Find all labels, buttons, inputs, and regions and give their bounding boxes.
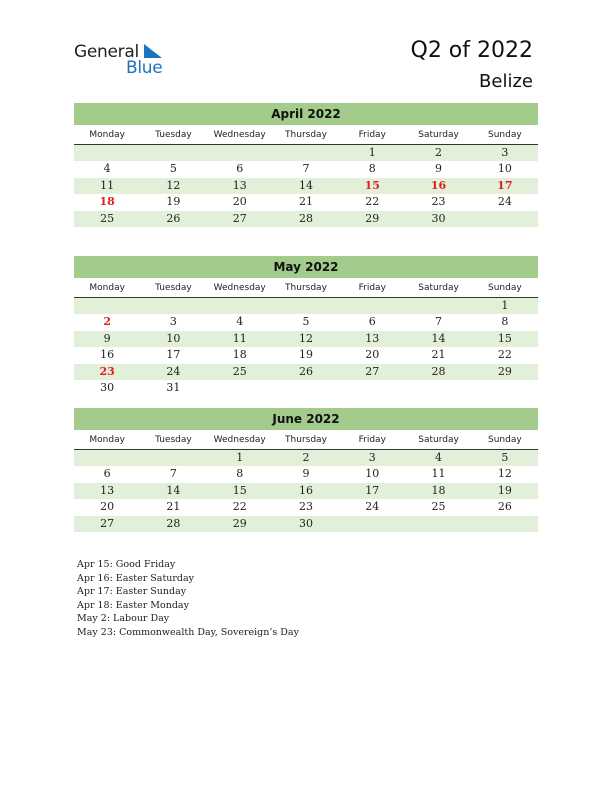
week-row — [74, 499, 538, 515]
week-row — [74, 466, 538, 482]
date-cell: 29 — [232, 516, 247, 530]
weekday-label: Tuesday — [155, 435, 192, 445]
date-cell: 26 — [497, 500, 512, 514]
date-cell: 18 — [232, 348, 247, 362]
date-cell: 12 — [166, 178, 181, 192]
date-cell: 16 — [100, 348, 115, 362]
date-cell: 5 — [501, 451, 509, 464]
date-cell: 27 — [232, 211, 247, 225]
week-row — [74, 364, 538, 380]
date-cell: 6 — [103, 467, 111, 481]
date-cell: 25 — [232, 364, 247, 378]
holiday-date-cell: 16 — [430, 178, 447, 192]
holiday-list-item: Apr 18: Easter Monday — [77, 599, 189, 611]
date-cell: 3 — [368, 451, 376, 464]
weekday-label: Friday — [358, 130, 386, 140]
date-cell: 21 — [166, 500, 181, 514]
date-cell — [472, 211, 538, 227]
date-cell — [472, 380, 538, 396]
date-cell: 23 — [431, 195, 446, 209]
weekday-label: Monday — [89, 283, 125, 293]
date-cell: 23 — [298, 500, 313, 514]
date-cell: 19 — [298, 348, 313, 362]
month-calendar-april — [74, 103, 538, 227]
holiday-date-cell: 2 — [103, 315, 111, 329]
weekday-label: Friday — [358, 283, 386, 293]
holiday-date-cell: 17 — [497, 178, 513, 192]
week-row — [74, 347, 538, 363]
date-cell — [339, 380, 405, 396]
date-cell: 22 — [497, 348, 512, 362]
date-cell — [74, 145, 140, 161]
date-cell: 8 — [236, 467, 244, 481]
date-cell: 20 — [232, 195, 247, 209]
date-cell: 20 — [365, 348, 380, 362]
month-title: April 2022 — [74, 103, 538, 125]
date-cell — [405, 298, 471, 314]
date-cell: 4 — [435, 451, 443, 464]
date-cell — [273, 145, 339, 161]
month-title: June 2022 — [74, 408, 538, 430]
country-name: Belize — [479, 71, 533, 92]
date-cell: 30 — [431, 211, 446, 225]
weekday-label: Sunday — [487, 130, 522, 140]
week-row — [74, 211, 538, 227]
date-cell: 13 — [232, 178, 247, 192]
week-row — [74, 178, 538, 194]
weekday-label: Wednesday — [213, 435, 266, 445]
date-cell: 3 — [169, 315, 177, 329]
date-cell: 25 — [100, 211, 115, 225]
date-cell: 9 — [435, 162, 443, 176]
generalblue-logo — [74, 42, 174, 78]
date-cell: 6 — [368, 315, 376, 329]
weekday-label: Monday — [89, 130, 125, 140]
page-title: Q2 of 2022 — [410, 38, 533, 63]
weekday-label: Tuesday — [155, 130, 192, 140]
date-cell: 9 — [302, 467, 310, 481]
date-cell: 14 — [431, 331, 446, 345]
date-cell: 11 — [232, 331, 247, 345]
date-cell: 15 — [497, 331, 512, 345]
date-cell — [273, 298, 339, 314]
holiday-list-item: Apr 15: Good Friday — [77, 559, 176, 570]
date-cell: 10 — [497, 162, 512, 176]
date-cell: 1 — [236, 451, 244, 464]
week-row — [74, 450, 538, 466]
date-cell: 7 — [169, 467, 177, 481]
date-cell: 7 — [302, 162, 310, 176]
date-cell — [273, 380, 339, 396]
logo-general-text: General — [74, 42, 139, 62]
week-row — [74, 331, 538, 347]
month-calendar-may — [74, 256, 538, 396]
date-cell: 27 — [365, 364, 380, 378]
date-cell: 11 — [431, 467, 446, 481]
date-cell: 8 — [368, 162, 376, 176]
date-cell — [405, 516, 471, 532]
date-cell — [405, 380, 471, 396]
date-cell: 28 — [166, 516, 181, 530]
holiday-list-item: Apr 16: Easter Saturday — [77, 572, 195, 584]
week-row — [74, 516, 538, 532]
weekday-label: Sunday — [487, 283, 522, 293]
weekday-label: Saturday — [418, 435, 459, 445]
weekday-label: Sunday — [487, 435, 522, 445]
date-cell: 14 — [298, 178, 313, 192]
holiday-list-item: May 2: Labour Day — [77, 613, 170, 624]
date-cell: 30 — [100, 380, 115, 394]
week-row — [74, 314, 538, 330]
date-cell — [140, 298, 206, 314]
date-cell: 30 — [298, 516, 313, 530]
date-cell: 12 — [497, 467, 512, 481]
weekday-label: Saturday — [418, 130, 459, 140]
date-cell: 25 — [431, 500, 446, 514]
week-row — [74, 483, 538, 499]
date-cell: 17 — [166, 348, 181, 362]
weekday-label: Wednesday — [213, 130, 266, 140]
weekday-label: Friday — [358, 435, 386, 445]
date-cell: 18 — [431, 483, 446, 497]
date-cell: 15 — [232, 483, 247, 497]
date-cell: 29 — [497, 364, 512, 378]
date-cell — [472, 516, 538, 532]
weekday-label: Monday — [89, 435, 125, 445]
date-cell: 16 — [298, 483, 313, 497]
date-cell — [339, 516, 405, 532]
date-cell — [207, 380, 273, 396]
date-cell — [74, 450, 140, 466]
date-cell: 1 — [368, 146, 376, 159]
date-cell: 21 — [431, 348, 446, 362]
week-row — [74, 380, 538, 396]
date-cell: 27 — [100, 516, 115, 530]
week-row — [74, 161, 538, 177]
date-cell: 8 — [501, 315, 509, 329]
date-cell — [140, 145, 206, 161]
date-cell: 13 — [365, 331, 380, 345]
date-cell: 14 — [166, 483, 181, 497]
date-cell: 28 — [431, 364, 446, 378]
weekday-label: Wednesday — [213, 283, 266, 293]
date-cell: 4 — [103, 162, 111, 176]
date-cell: 5 — [169, 162, 177, 176]
month-title: May 2022 — [74, 256, 538, 278]
date-cell: 29 — [365, 211, 380, 225]
date-cell: 24 — [166, 364, 181, 378]
date-cell: 26 — [166, 211, 181, 225]
holiday-date-cell: 18 — [99, 195, 115, 209]
date-cell — [140, 450, 206, 466]
date-cell — [74, 298, 140, 314]
holiday-list — [77, 558, 299, 639]
holiday-date-cell: 23 — [99, 364, 115, 378]
date-cell: 11 — [100, 178, 115, 192]
weekday-label: Thursday — [285, 435, 327, 445]
date-cell: 19 — [497, 483, 512, 497]
weekday-header-row — [74, 280, 538, 298]
date-cell: 28 — [298, 211, 313, 225]
date-cell: 31 — [166, 380, 181, 394]
date-cell: 10 — [365, 467, 380, 481]
date-cell: 19 — [166, 195, 181, 209]
date-cell: 12 — [298, 331, 313, 345]
date-cell: 2 — [302, 451, 310, 464]
date-cell: 17 — [365, 483, 380, 497]
date-cell: 1 — [501, 299, 509, 312]
holiday-list-item: May 23: Commonwealth Day, Sovereign’s Day — [77, 626, 299, 638]
date-cell: 20 — [100, 500, 115, 514]
date-cell: 3 — [501, 146, 509, 159]
weekday-header-row — [74, 432, 538, 450]
date-cell: 9 — [103, 331, 111, 345]
date-cell: 10 — [166, 331, 181, 345]
date-cell: 5 — [302, 315, 310, 329]
date-cell: 24 — [365, 500, 380, 514]
week-row — [74, 145, 538, 161]
date-cell — [339, 298, 405, 314]
date-cell: 22 — [232, 500, 247, 514]
holiday-date-cell: 15 — [364, 178, 380, 192]
week-row — [74, 194, 538, 210]
logo-blue-text: Blue — [126, 58, 163, 78]
week-row — [74, 298, 538, 314]
weekday-label: Thursday — [285, 130, 327, 140]
date-cell — [207, 298, 273, 314]
weekday-label: Thursday — [285, 283, 327, 293]
date-cell: 2 — [435, 146, 443, 159]
holiday-list-item: Apr 17: Easter Sunday — [77, 586, 187, 597]
month-calendar-june — [74, 408, 538, 532]
date-cell: 21 — [298, 195, 313, 209]
date-cell — [207, 145, 273, 161]
date-cell: 13 — [100, 483, 115, 497]
date-cell: 6 — [236, 162, 244, 176]
date-cell: 26 — [298, 364, 313, 378]
weekday-label: Tuesday — [155, 283, 192, 293]
date-cell: 4 — [236, 315, 244, 329]
date-cell: 22 — [365, 195, 380, 209]
date-cell: 7 — [435, 315, 443, 329]
weekday-header-row — [74, 127, 538, 145]
date-cell: 24 — [497, 195, 512, 209]
weekday-label: Saturday — [418, 283, 459, 293]
